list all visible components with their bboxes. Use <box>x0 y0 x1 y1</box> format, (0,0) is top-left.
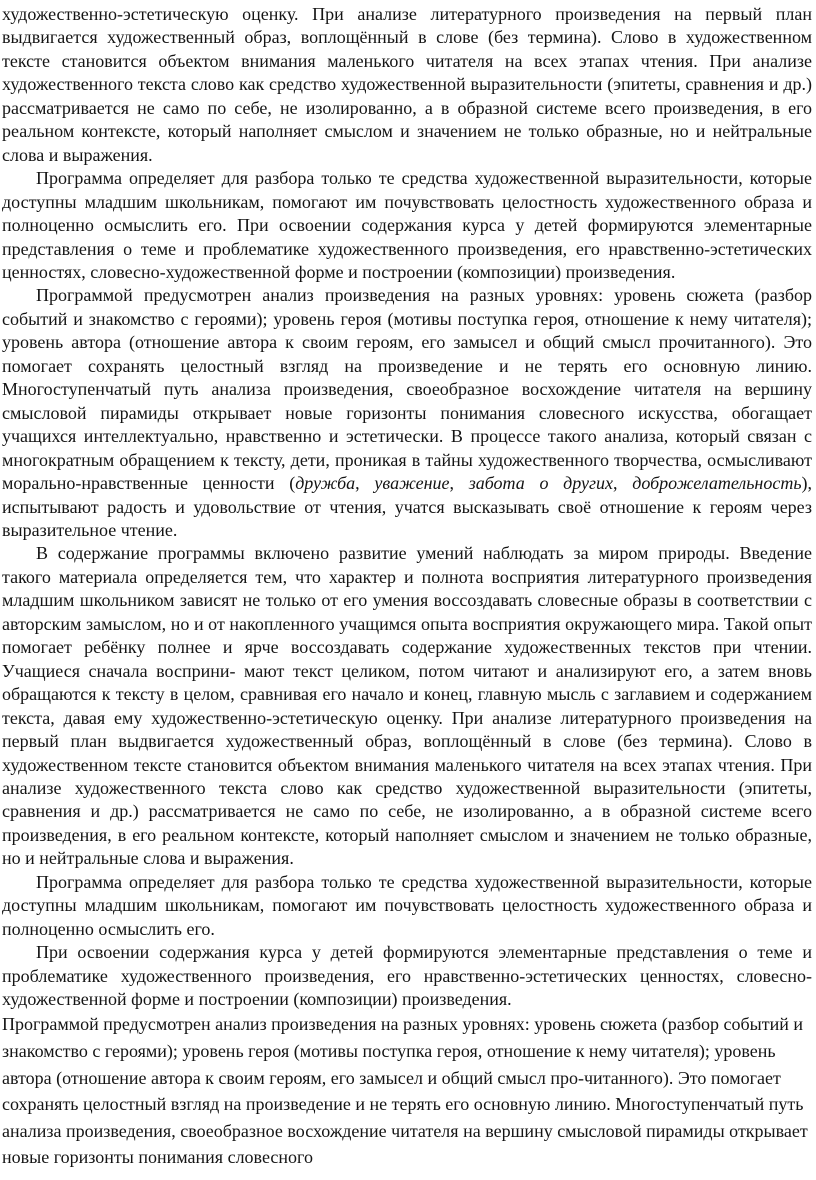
emphasis-friendship: дружба <box>295 473 356 494</box>
emphasis-respect: уважение <box>374 473 450 494</box>
paragraph-6: При освоении содержания курса у детей формируются элементарные представления о теме и проблематике художественного произведения, его нравственно-эстетических ценностях, словесно-художественной форме и построении (композиции) произведения. <box>2 942 812 1010</box>
paragraph-3 <box>2 284 812 542</box>
paragraph-3-text-after: ), испытывают радость и удовольствие от чтения, учатся высказывать своё отношение к героям через выразительное чтение. <box>2 473 813 540</box>
emphasis-care-for-others: забота о других <box>468 473 614 494</box>
paragraph-2: Программа определяет для разбора только те средства художественной выразительности, которые доступны младшим школьникам, помогают им почувствовать целостность художественного образа и полноценно осмыслить его. При освоении содержания курса у детей формируются элементарные представления о теме и проблематике художественного произведения, его нравственно-эстетических ценностях, словесно-художественной форме и построении (композиции) произведения. <box>2 168 812 282</box>
paragraph-5: Программа определяет для разбора только те средства художественной выразительности, которые доступны младшим школьникам, помогают им почувствовать целостность художественного образа и полноценно осмыслить его. <box>2 871 812 939</box>
separator: , <box>613 473 633 494</box>
paragraph-7: Программой предусмотрен анализ произведения на разных уровнях: уровень сюжета (разбор событий и знакомство с героями); уровень героя (мотивы поступка героя, отношение к нему читателя); уровень автора (отношение автора к своим героям, его замысел и общий смысл про-читанного). Это помогает сохранять целостный взгляд на произведение и не терять его основную линию. Многоступенчатый путь анализа произведения, своеобразное восхождение читателя на вершину смысловой пирамиды открывает новые горизонты понимания словесного <box>2 1014 808 1168</box>
paragraph-1: художественно-эстетическую оценку. При анализе литературного произведения на первый план выдвигается художественный образ, воплощённый в слове (без термина). Слово в художественном тексте становится объектом внимания маленького читателя на всех этапах чтения. При анализе художественного текста слово как средство художественной выразительности (эпитеты, сравнения и др.) рассматривается не само по себе, не изолированно, а в образной системе всего произведения, в его реальном контексте, который наполняет смыслом и значением не только образные, но и нейтральные слова и выражения. <box>2 4 812 165</box>
paragraph-4: В содержание программы включено развитие умений наблюдать за миром природы. Введение такого материала определяется тем, что характер и полнота восприятия литературного произведения младшим школьником зависят не только от его умения воссоздавать словесные образы в соответствии с авторским замыслом, но и от накопленного учащимся опыта восприятия окружающего мира. Такой опыт помогает ребёнку полнее и ярче воссоздавать содержание художественных текстов при чтении. Учащиеся сначала восприни- мают текст целиком, потом читают и анализируют его, а затем вновь обращаются к тексту в целом, сравнивая его начало и конец, главную мысль с заглавием и содержанием текста, давая ему художественно-эстетическую оценку. При анализе литературного произведения на первый план выдвигается художественный образ, воплощённый в слове (без термина). Слово в художественном тексте становится объектом внимания маленького читателя на всех этапах чтения. При анализе художественного текста слово как средство художественной выразительности (эпитеты, сравнения и др.) рассматривается не само по себе, не изолированно, а в образной системе всего произведения, в его реальном контексте, который наполняет смыслом и значением не только образные, но и нейтральные слова и выражения. <box>2 543 812 869</box>
emphasis-goodwill: доброжелательность <box>632 473 802 494</box>
paragraph-3-text-before: Программой предусмотрен анализ произведения на разных уровнях: уровень сюжета (разбор событий и знакомство с героями); уровень героя (мотивы поступка героя, отношение к нему читателя); уровень автора (отношение автора к своим героям, его замысел и общий смысл прочитанного). Это помогает сохранять целостный взгляд на произведение и не терять его основную линию. Многоступенчатый путь анализа произведения, своеобразное восхождение читателя на вершину смысловой пирамиды открывает новые горизонты понимания словесного искусства, обогащает учащихся интеллектуально, нравственно и эстетически. В процессе такого анализа, который связан с многократным обращением к тексту, дети, проникая в тайны художественного творчества, осмысливают морально-нравственные ценности ( <box>2 285 812 494</box>
separator: , <box>449 473 469 494</box>
separator: , <box>355 473 375 494</box>
